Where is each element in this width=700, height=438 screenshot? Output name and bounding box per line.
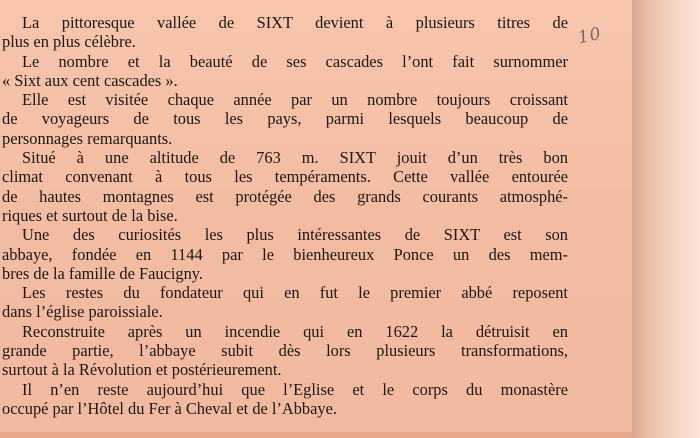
text-line: dans l’église paroissiale. [2,302,163,322]
text-line: « Sixt aux cent cascades ». [2,70,178,90]
scan-edge [632,0,700,438]
paragraph-7 [2,322,568,380]
paragraph-8 [2,380,568,419]
text-line: La pittoresque vallée de SIXT devient à plusieurs titres de [22,13,568,32]
paragraph-6 [2,283,568,322]
text-line: plus en plus célèbre. [2,32,136,52]
text-line: riques et surtout de la bise. [2,205,178,225]
paragraph-1 [2,13,568,52]
text-line: de voyageurs de tous les pays, parmi lesquels beaucoup de [2,109,568,129]
paragraph-2 [2,52,568,91]
text-line: bres de la famille de Faucigny. [2,263,204,283]
text-line: de hautes montagnes est protégée des grands courants atmosphé- [2,186,568,206]
text-line: Il n’en reste aujourd’hui que l’Eglise et le corps du monastère [22,379,568,399]
text-line: Elle est visitée chaque année par un nombre toujours croissant [22,90,568,110]
card-bottom-edge [0,432,632,438]
paragraph-3 [2,90,568,148]
body-text [2,13,568,418]
text-line: Reconstruite après un incendie qui en 1622 la détruisit en [22,321,568,341]
paragraph-5 [2,225,568,283]
text-line: climat convenant à tous les tempéraments. Cette vallée entourée [2,167,568,187]
text-line: abbaye, fondée en 1144 par le bienheureux Ponce un des mem- [2,244,568,264]
text-line: personnages remarquants. [2,128,173,148]
text-line: surtout à la Révolution et postérieurement. [2,360,282,380]
text-line: Situé à une altitude de 763 m. SIXT jouit d’un très bon [22,148,568,168]
text-line: Le nombre et la beauté de ses cascades l’ont fait surnommer [22,51,568,71]
text-line: occupé par l’Hôtel du Fer à Cheval et de l’Abbaye. [2,398,337,418]
text-line: grande partie, l’abbaye subit dès lors plusieurs transformations, [2,341,568,361]
text-line: Les restes du fondateur qui en fut le premier abbé reposent [22,283,568,303]
handwritten-mark: 10 [576,23,604,49]
paragraph-4 [2,148,568,225]
text-line: Une des curiosités les plus intéressantes de SIXT est son [22,225,568,245]
